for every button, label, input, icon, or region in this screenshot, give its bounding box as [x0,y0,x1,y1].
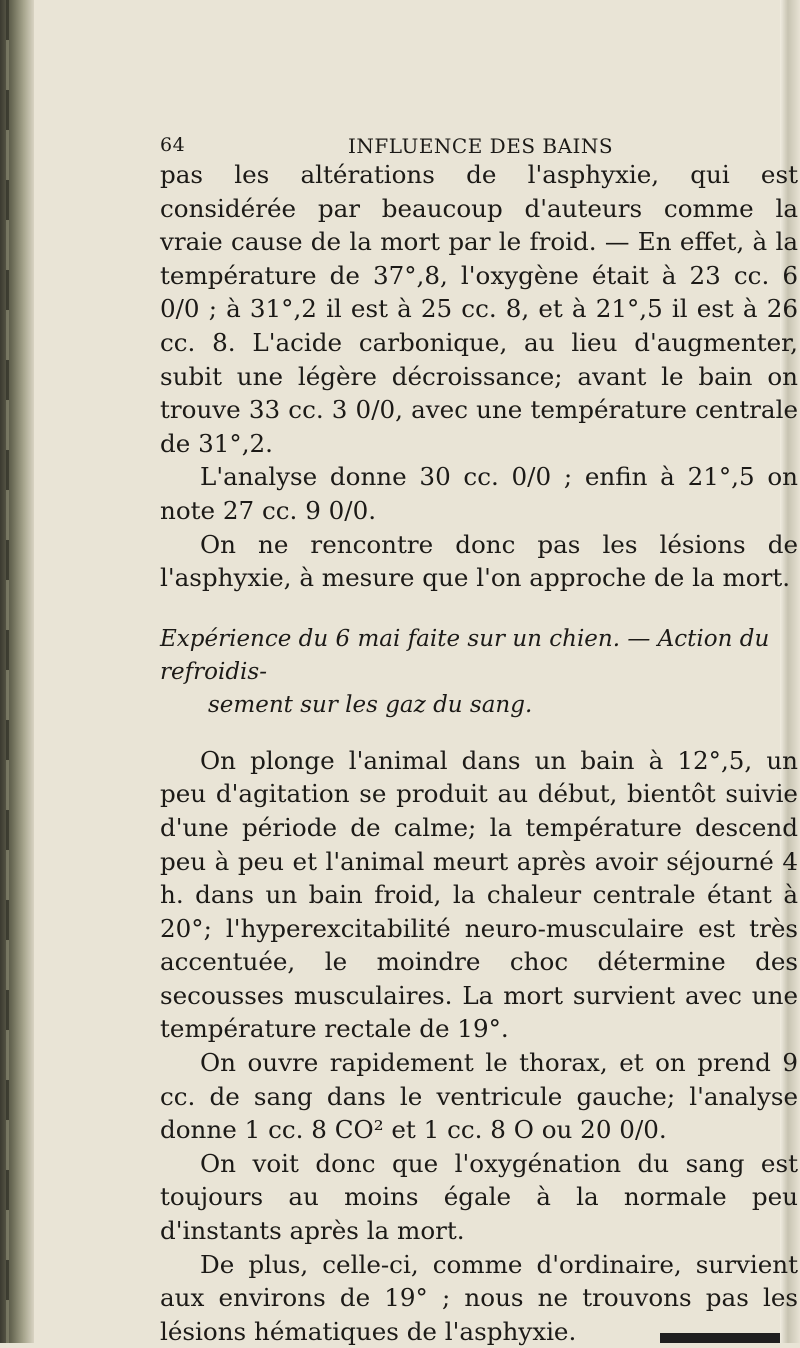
paragraph-asphyxia: pas les altérations de l'asphyxie, qui est considérée par beaucoup d'auteurs comme la vraie cause de la mort par le froid. — En effet, à la température de 37°,8, l'oxygène était à 23 cc. 6 0/0 ; à 31°,2 il est à 25 cc. 8, et à 21°,5 il est à 26 cc. 8. L'acide carbonique, au lieu d'augmenter, subit une légère décroissance; avant le bain on trouve 33 cc. 3 0/0, avec une température centrale de 31°,2. [160,160,798,458]
running-head: INFLUENCE DES BAINS [348,134,614,158]
paragraph-analysis: L'analyse donne 30 cc. 0/0 ; enfin à 21°,5 on note 27 cc. 9 0/0. [160,462,798,525]
page-header [160,108,798,158]
paragraph-conclusion: On ne rencontre donc pas les lésions de l'asphyxie, à mesure que l'on approche de la mort. [160,529,798,593]
experiment-heading-line-1: Expérience du 6 mai faite sur un chien. — Action du refroidis- [160,625,770,685]
paragraph-final: De plus, celle-ci, comme d'ordinaire, survient aux environs de 19° ; nous ne trouvons pas les lésions hématiques de l'asphyxie. [160,1249,798,1346]
experiment-heading-line-2: sement sur les gaz du sang. [208,691,533,718]
experiment-body [160,744,798,1348]
experiment-heading [160,623,798,722]
paragraph-procedure: On plonge l'animal dans un bain à 12°,5, un peu d'agitation se produit au début, bientôt suivie d'une période de calme; la température descend peu à peu et l'animal meurt après avoir séjourné 4 h. dans un bain froid, la chaleur centrale étant à 20°; l'hyperexcitabilité neuro-musculaire est très accentuée, le moindre choc détermine des secousses musculaires. La mort survient avec une température rectale de 19°. [160,745,798,1044]
page-number: 64 [160,134,186,156]
body-text [160,158,798,1348]
book-page [160,108,798,1348]
paragraph-blood-analysis: On ouvre rapidement le thorax, et on prend 9 cc. de sang dans le ventricule gauche; l'analyse donne 1 cc. 8 CO² et 1 cc. 8 O ou 20 0/0. [160,1048,798,1145]
paragraph-oxygenation: On voit donc que l'oxygénation du sang est toujours au moins égale à la normale peu d'instants après la mort. [160,1148,798,1246]
page-binding-edge [0,0,34,1343]
